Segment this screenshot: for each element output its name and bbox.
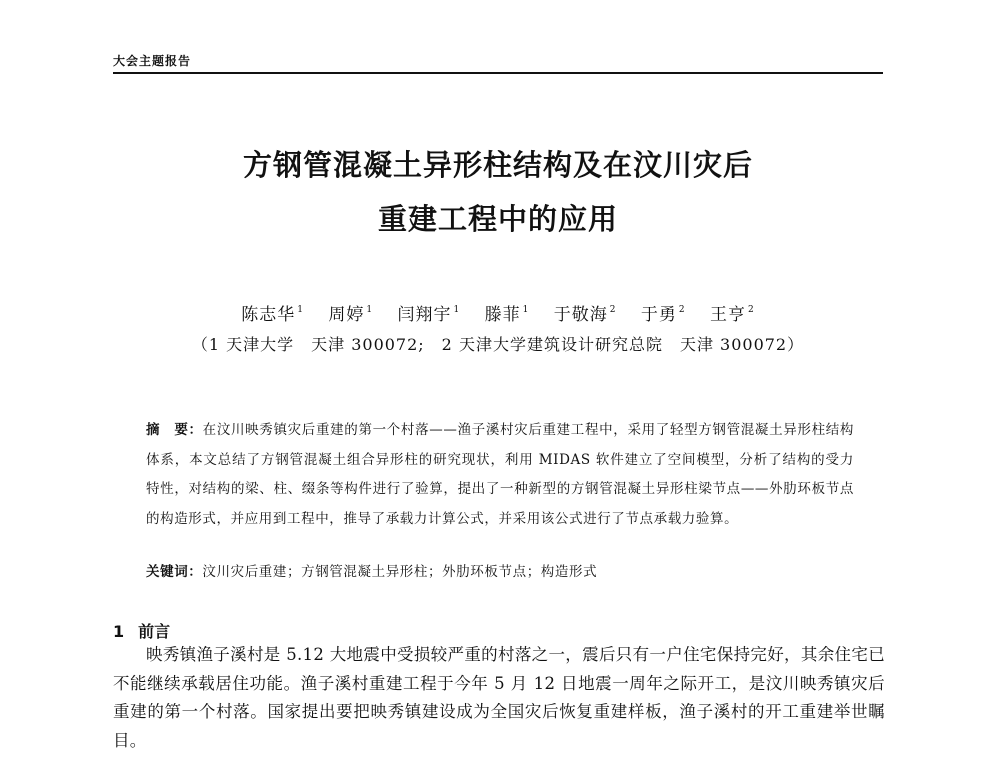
abstract <box>146 416 854 534</box>
author-affiliation-mark: 1 <box>366 305 374 315</box>
author: 滕菲 $^1$ <box>484 305 530 325</box>
author-affiliation-mark: 2 <box>748 305 755 315</box>
section-heading <box>113 619 170 642</box>
abstract-text: 在汶川映秀镇灾后重建的第一个村落——渔子溪村灾后重建工程中，采用了轻型方钢管混凝土异形柱结构体系，本文总结了方钢管混凝土组合异形柱的研究现状，利用 MIDAS 软件建立了空间模型，分析了结构的受力特性，对结构的梁、柱、缀条等构件进行了验算，提出了一种新型的方钢管混凝土异形柱梁节点——外肋环板节点的构造形式，并应用到工程中，推导了承载力计算公式，并采用该公式进行了节点承载力验算。 <box>146 422 854 527</box>
author-list <box>113 300 883 325</box>
paper-title <box>113 138 883 246</box>
author-affiliation-mark: 1 <box>297 305 304 315</box>
author: 于勇 $^2$ <box>640 305 686 325</box>
author-affiliation-mark: 1 <box>453 305 461 315</box>
section-title: 前言 <box>138 622 171 641</box>
author: 王亨 $^2$ <box>710 305 755 325</box>
header-rule <box>113 72 883 74</box>
author-affiliation-mark: 1 <box>522 305 530 315</box>
author: 陈志华 $^1$ <box>241 305 304 325</box>
section-number: 1 <box>113 622 125 641</box>
title-line-2: 重建工程中的应用 <box>377 202 618 236</box>
keywords-label: 关键词： <box>146 564 203 580</box>
body-paragraph: 映秀镇渔子溪村是 5.12 大地震中受损较严重的村落之一，震后只有一户住宅保持完好，其余住宅已不能继续承载居住功能。渔子溪村重建工程于今年 5 月 12 日地震一周年之际开工，是汶川映秀镇灾后重建的第一个村落。国家提出要把映秀镇建设成为全国灾后恢复重建样板，渔子溪村的开工重建举世瞩目。 <box>113 645 885 750</box>
author: 周婷 $^1$ <box>328 305 374 325</box>
author-affiliation-mark: 2 <box>678 305 686 315</box>
running-header: 大会主题报告 <box>113 54 192 68</box>
title-line-1: 方钢管混凝土异形柱结构及在汶川灾后 <box>242 148 753 182</box>
affiliations: （1 天津大学 天津 300072; 2 天津大学建筑设计研究总院 天津 300072） <box>191 335 805 354</box>
abstract-label: 摘 要： <box>146 422 203 438</box>
keywords <box>146 560 854 580</box>
author: 闫翔宇 $^1$ <box>397 305 461 325</box>
keywords-text: 汶川灾后重建；方钢管混凝土异形柱；外肋环板节点；构造形式 <box>202 564 598 580</box>
author: 于敬海 $^2$ <box>553 305 617 325</box>
author-affiliation-mark: 2 <box>609 305 617 315</box>
